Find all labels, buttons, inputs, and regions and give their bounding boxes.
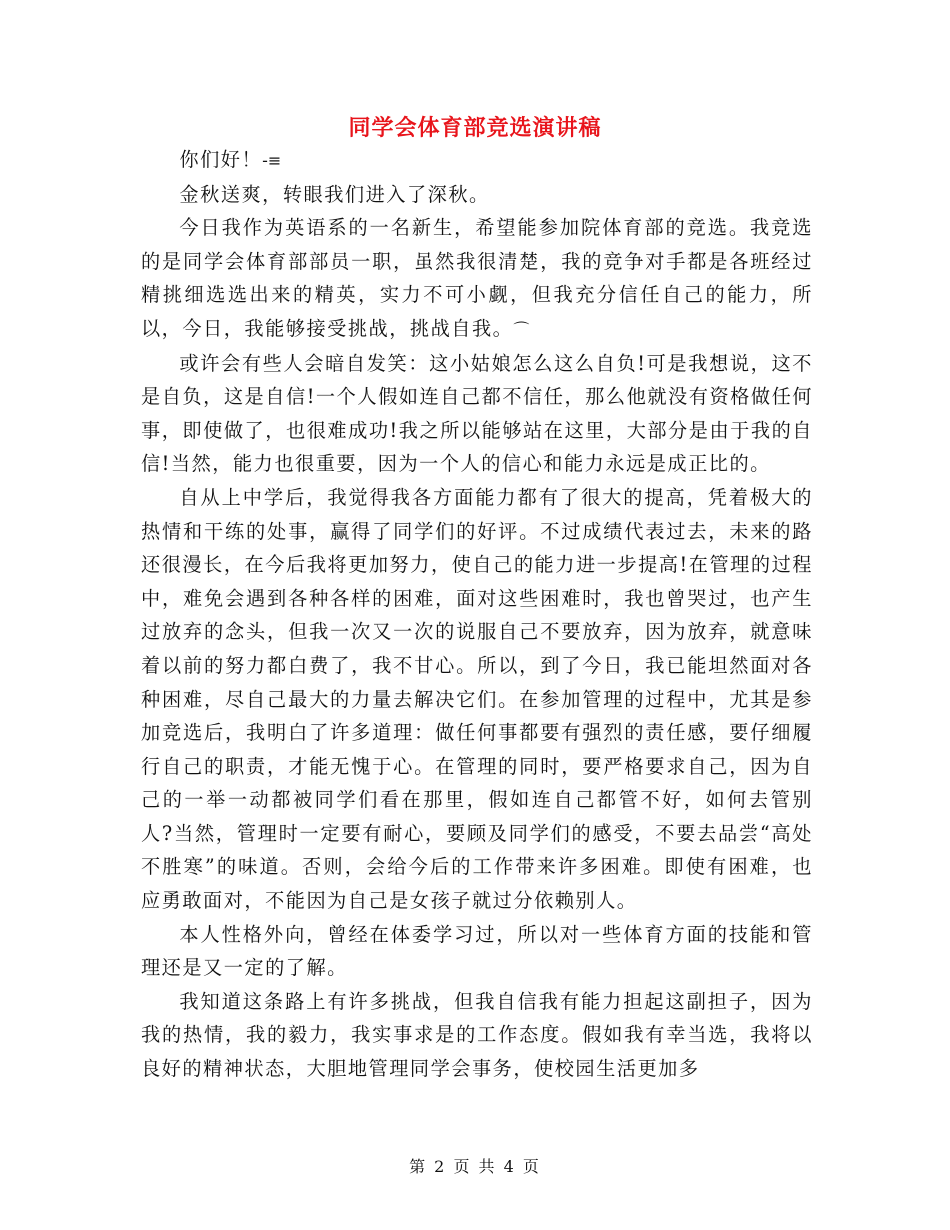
- document-body: [141, 143, 813, 1086]
- paragraph-4: 自从上中学后，我觉得我各方面能力都有了很大的提高，凭着极大的热情和干练的处事，赢得了同学们的好评。不过成绩代表过去，未来的路还很漫长，在今后我将更加努力，使自己的能力进一步提高!在管理的过程中，难免会遇到各种各样的困难，面对这些困难时，我也曾哭过，也产生过放弃的念头，但我一次又一次的说服自己不要放弃，因为放弃，就意味着以前的努力都白费了，我不甘心。所以，到了今日，我已能坦然面对各种困难，尽自己最大的力量去解决它们。在参加管理的过程中，尤其是参加竞选后，我明白了许多道理：做任何事都要有强烈的责任感，要仔细履行自己的职责，才能无愧于心。在管理的同时，要严格要求自己，因为自己的一举一动都被同学们看在那里，假如连自己都管不好，如何去管别人?当然，管理时一定要有耐心，要顾及同学们的感受，不要去品尝“高处不胜寒”的味道。否则，会给今后的工作带来许多困难。即使有困难，也应勇敢面对，不能因为自己是女孩子就过分依赖别人。: [141, 485, 813, 913]
- document-title: 同学会体育部竞选演讲稿: [348, 116, 602, 141]
- paragraph-greeting: [141, 143, 813, 178]
- greeting-text: 你们好！: [179, 148, 263, 171]
- paragraph-6: 我知道这条路上有许多挑战，但我自信我有能力担起这副担子，因为我的热情，我的毅力，我实事求是的工作态度。假如我有幸当选，我将以良好的精神状态，大胆地管理同学会事务，使校园生活更加多: [141, 989, 813, 1081]
- inline-mark: ⌒: [513, 319, 530, 339]
- page-number-footer: 第 2 页 共 4 页: [409, 1157, 541, 1176]
- paragraph-5: 本人性格外向，曾经在体委学习过，所以对一些体育方面的技能和管理还是又一定的了解。: [141, 922, 813, 980]
- paragraph-2-text: 今日我作为英语系的一名新生，希望能参加院体育部的竞选。我竞选的是同学会体育部部员一职，虽然我很清楚，我的竞争对手都是各班经过精挑细选选出来的精英，实力不可小觑，但我充分信任自己的能力，所以，今日，我能够接受挑战，挑战自我。: [141, 216, 813, 340]
- paragraph-1: 金秋送爽，转眼我们进入了深秋。: [179, 182, 490, 206]
- paragraph-3: 或许会有些人会暗自发笑：这小姑娘怎么这么自负!可是我想说，这不是自负，这是自信!一个人假如连自己都不信任，那么他就没有资格做任何事，即使做了，也很难成功!我之所以能够站在这里，大部分是由于我的自信!当然，能力也很重要，因为一个人的信心和能力永远是成正比的。: [141, 351, 813, 476]
- greeting-mark: -≡: [262, 151, 282, 170]
- paragraph-2: [141, 211, 813, 346]
